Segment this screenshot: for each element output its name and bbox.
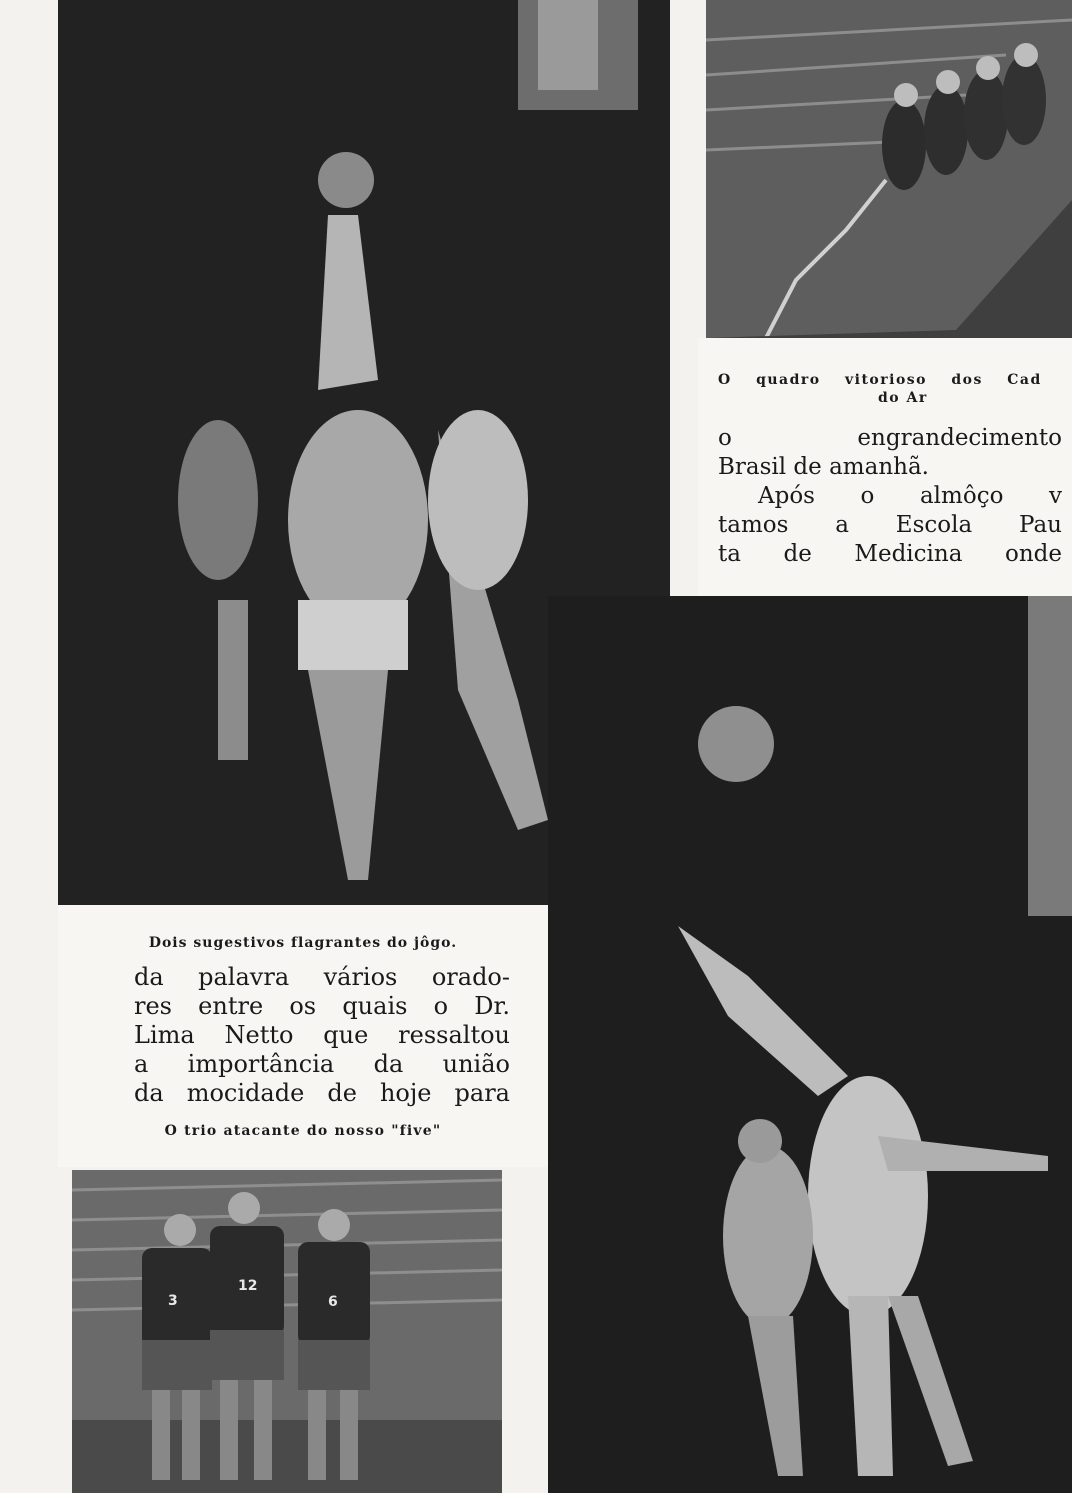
caption-box-top-right [698,338,1072,596]
article-line: ta de Medicina onde [718,541,1062,567]
photo-ball-in-air [548,596,1072,1493]
caption-game: Dois sugestivos flagrantes do jôgo. [148,935,458,951]
article-line: da mocidade de hoje para [134,1079,510,1107]
article-line: tamos a Escola Pau [718,512,1062,538]
caption-team-line2: do Ar [878,390,928,406]
article-line: da palavra vários orado- [134,963,510,991]
article-line: Brasil de amanhã. [718,454,929,480]
photo-team-stairs-art [706,0,1072,338]
article-line: o engrandecimento [718,425,1062,451]
jersey-number: 3 [168,1293,178,1309]
caption-team-line1: O quadro vitorioso dos Cad [718,372,1042,388]
article-line: a importância da união [134,1050,510,1078]
article-line: res entre os quais o Dr. [134,992,510,1020]
article-text-top-right [718,424,1062,569]
caption-box-middle-left [58,905,548,1167]
caption-trio: O trio atacante do nosso "five" [164,1123,442,1139]
article-text-middle-left [134,963,510,1108]
photo-team-stairs [706,0,1072,338]
photo-trio-players [72,1170,502,1493]
jersey-number: 6 [328,1294,338,1310]
photo-trio-players-art [72,1170,502,1493]
article-line: Lima Netto que ressaltou [134,1021,510,1049]
article-line: Após o almôço v [758,483,1062,509]
jersey-number: 12 [238,1278,258,1294]
photo-ball-in-air-art [548,596,1072,1493]
